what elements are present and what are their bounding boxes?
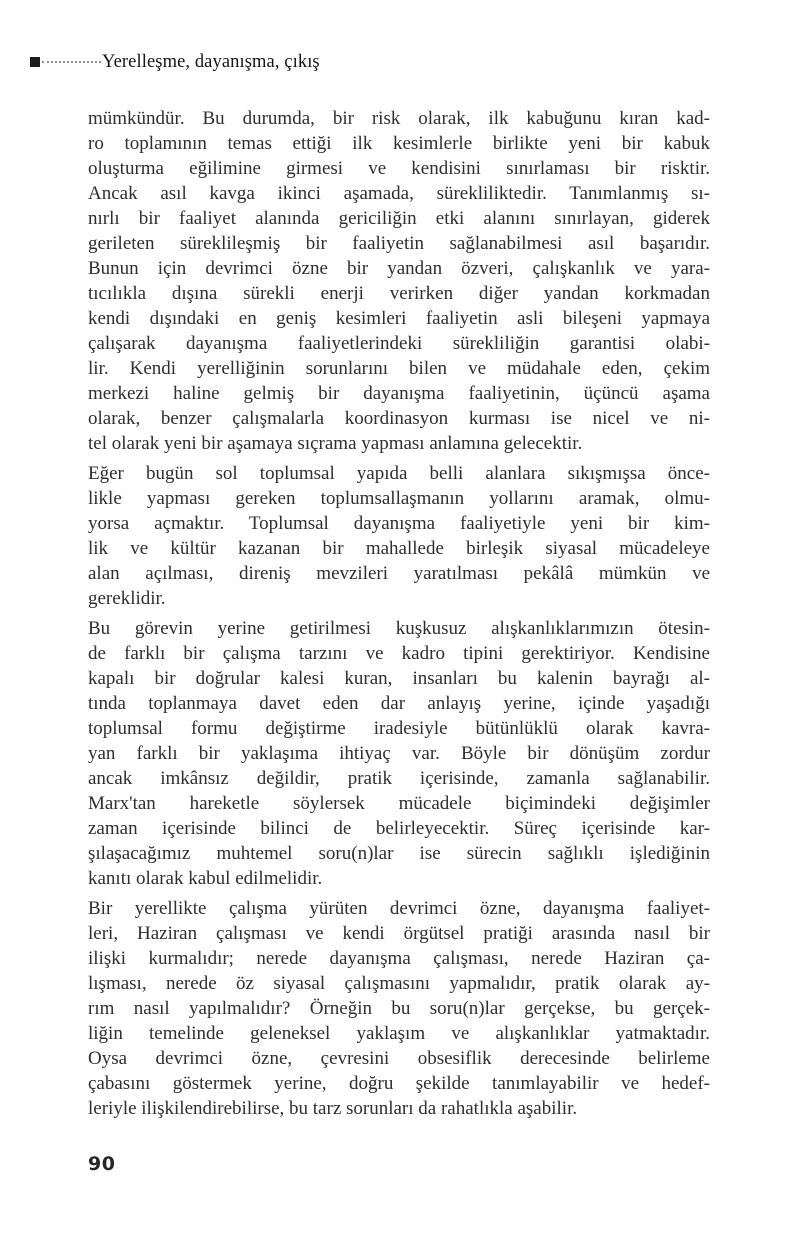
paragraph-4 bbox=[88, 896, 710, 1121]
text-line: likle yapması gereken toplumsallaşmanın yollarını aramak, olmu- bbox=[88, 488, 710, 509]
text-line: Bir yerellikte çalışma yürüten devrimci özne, dayanışma faaliyet- bbox=[88, 898, 710, 919]
text-line: oluşturma eğilimine girmesi ve kendisini sınırlaması bir risktir. bbox=[88, 158, 710, 179]
text-line: Ancak asıl kavga ikinci aşamada, sürekliliktedir. Tanımlanmış sı- bbox=[88, 183, 710, 204]
paragraph-3 bbox=[88, 616, 710, 891]
text-line: lir. Kendi yerelliğinin sorunlarını bilen ve müdahale eden, çekim bbox=[88, 358, 710, 379]
text-line: gerileten süreklileşmiş bir faaliyetin sağlanabilmesi asıl başarıdır. bbox=[88, 233, 710, 254]
text-line: tıcılıkla dışına sürekli enerji verirken diğer yandan korkmadan bbox=[88, 283, 710, 304]
section-marker-icon bbox=[30, 57, 40, 67]
text-line: Marx'tan hareketle söylersek mücadele biçimindeki değişimler bbox=[88, 793, 710, 814]
text-line: kapalı bir doğrular kalesi kuran, insanları bu kalenin bayrağı al- bbox=[88, 668, 710, 689]
running-header bbox=[30, 50, 320, 74]
text-line: leri, Haziran çalışması ve kendi örgütsel pratiği arasında nasıl bir bbox=[88, 923, 710, 944]
text-line: mümkündür. Bu durumda, bir risk olarak, ilk kabuğunu kıran kad- bbox=[88, 108, 710, 129]
text-line: Bu görevin yerine getirilmesi kuşkusuz alışkanlıklarımızın ötesin- bbox=[88, 618, 710, 639]
text-line: yan farklı bir yaklaşıma ihtiyaç var. Böyle bir dönüşüm zordur bbox=[88, 743, 710, 764]
paragraph-1 bbox=[88, 106, 710, 456]
text-line: şılaşacağımız muhtemel soru(n)lar ise sürecin sağlıklı işlediğinin bbox=[88, 843, 710, 864]
text-line: tel olarak yeni bir aşamaya sıçrama yapması anlamına gelecektir. bbox=[88, 433, 583, 454]
text-line: olarak, benzer çalışmalarla koordinasyon kurması ise nicel ve ni- bbox=[88, 408, 710, 429]
text-line: Oysa devrimci özne, çevresini obsesiflik derecesinde belirleme bbox=[88, 1048, 710, 1069]
text-line: Bunun için devrimci özne bir yandan özveri, çalışkanlık ve yara- bbox=[88, 258, 710, 279]
body-text bbox=[88, 106, 710, 1126]
text-line: liğin temelinde geleneksel yaklaşım ve alışkanlıklar yatmaktadır. bbox=[88, 1023, 710, 1044]
paragraph-2 bbox=[88, 461, 710, 611]
text-line: de farklı bir çalışma tarzını ve kadro tipini gerektiriyor. Kendisine bbox=[88, 643, 710, 664]
text-line: kendi dışındaki en geniş kesimleri faaliyetin asli bileşeni yapmaya bbox=[88, 308, 710, 329]
text-line: leriyle ilişkilendirebilirse, bu tarz sorunları da rahatlıkla aşabilir. bbox=[88, 1098, 578, 1119]
text-line: lik ve kültür kazanan bir mahallede birleşik siyasal mücadeleye bbox=[88, 538, 710, 559]
text-line: çalışarak dayanışma faaliyetlerindeki sürekliliğin garantisi olabi- bbox=[88, 333, 710, 354]
text-line: tında toplanmaya davet eden dar anlayış yerine, içinde yaşadığı bbox=[88, 693, 710, 714]
page-number: 90 bbox=[88, 1153, 116, 1175]
text-line: çabasını göstermek yerine, doğru şekilde tanımlayabilir ve hedef- bbox=[88, 1073, 710, 1094]
running-header-title: Yerelleşme, dayanışma, çıkış bbox=[102, 51, 320, 72]
text-line: toplumsal formu değiştirme iradesiyle bütünlüklü olarak kavra- bbox=[88, 718, 710, 739]
text-line: zaman içerisinde bilinci de belirleyecektir. Süreç içerisinde kar- bbox=[88, 818, 710, 839]
text-line: rım nasıl yapılmalıdır? Örneğin bu soru(n)lar gerçekse, bu gerçek- bbox=[88, 998, 710, 1019]
text-line: merkezi haline gelmiş bir dayanışma faaliyetinin, üçüncü aşama bbox=[88, 383, 710, 404]
text-line: nırlı bir faaliyet alanında gericiliğin etki alanını sınırlayan, giderek bbox=[88, 208, 710, 229]
text-line: ro toplamının temas ettiği ilk kesimlerle birlikte yeni bir kabuk bbox=[88, 133, 710, 154]
text-line: ilişki kurmalıdır; nerede dayanışma çalışması, nerede Haziran ça- bbox=[88, 948, 710, 969]
text-line: alan açılması, direniş mevzileri yaratılması pekâlâ mümkün ve bbox=[88, 563, 710, 584]
text-line: yorsa açmaktır. Toplumsal dayanışma faaliyetiyle yeni bir kim- bbox=[88, 513, 710, 534]
dotted-leader bbox=[42, 61, 101, 63]
text-line: lışması, nerede öz siyasal çalışmasını yapmalıdır, pratik olarak ay- bbox=[88, 973, 710, 994]
text-line: kanıtı olarak kabul edilmelidir. bbox=[88, 868, 323, 889]
text-line: gereklidir. bbox=[88, 588, 166, 609]
text-line: Eğer bugün sol toplumsal yapıda belli alanlara sıkışmışsa önce- bbox=[88, 463, 710, 484]
text-line: ancak imkânsız değildir, pratik içerisinde, zamanla sağlanabilir. bbox=[88, 768, 710, 789]
